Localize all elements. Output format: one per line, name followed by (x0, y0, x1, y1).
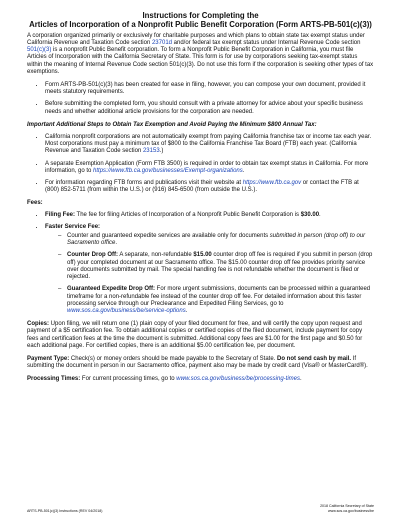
sub2-text-a: A separate, non-refundable (118, 252, 194, 259)
rtc-23701d-link[interactable]: 23701d (151, 40, 172, 47)
sub1-end: . (115, 240, 118, 247)
faster-service-sublist (45, 233, 374, 315)
step-3-text: For information regarding FTB forms and publications visit their website at (45, 180, 243, 187)
fees-heading: Fees: (27, 200, 43, 207)
title-line-1: Instructions for Completing the (142, 11, 259, 20)
sub3-text-a: For more urgent submissions, documents can be processed within a guaranteed timeframe for a non-refundable fee instead of the counter drop off fee. For detailed information about this faster processing service through our Preclearance and Expedited Filing Services, go to (67, 286, 371, 307)
processing-times-link[interactable]: www.sos.ca.gov/business/be/processing-times (176, 376, 301, 383)
sub1-italic: submitted in person (drop off) to our Sacramento office (67, 233, 366, 247)
counter-drop-off-label: Counter Drop Off: (67, 252, 118, 259)
copies-paragraph (27, 321, 374, 350)
rtc-23153-link[interactable]: 23153 (142, 148, 160, 155)
faster-service-fee-label: Faster Service Fee: (45, 223, 101, 230)
processing-paragraph (27, 376, 374, 383)
step-1-text: California nonprofit corporations are not automatically exempt from paying California franchise tax or income tax each year. Most corporations must pay a minimum tax of $800 to the California Franchise Tax Board (FTB) each year. (California Revenue and Taxation Code section (45, 134, 372, 155)
fees-list (27, 212, 374, 315)
copies-text: Upon filing, we will return one (1) plain copy of your filed document for free, and will certify the copy upon request and payment of a $5 certification fee. To obtain additional copies or certified copies of the filed document, include payment for copy fees and certification fees at the time the document is submitted. Additional copy fees are $1.00 for the first page and $0.50 for each additional page. For certified copies, there is an additional $5.00 certification fee, per document. (27, 321, 363, 349)
intro-paragraph (27, 33, 374, 76)
faster-service-fee-item (45, 224, 374, 315)
counter-drop-off-item (67, 252, 374, 281)
irc-501c3-link[interactable]: 501(c)(3) (27, 47, 52, 54)
payment-warning: Do not send cash by mail. (277, 355, 352, 362)
footer-copyright (320, 504, 374, 513)
counter-drop-off-amount: $15.00 (193, 252, 212, 259)
intro-bullet-1: • Form ARTS-PB-501(c)(3) has been created for ease in filing, however, you can compose your own document, provided it meets statutory requirements. (45, 82, 374, 96)
important-step-ftb-forms (45, 180, 374, 194)
step-2-end: . (242, 167, 245, 174)
filing-fee-item (45, 212, 374, 219)
intro-bullet-list (27, 82, 374, 116)
intro-text-c: is a nonprofit Public Benefit corporation. To form a Nonprofit Public Benefit Corporation in California, you must file Articles of Incorporation with the California Secretary of State. This form is for use by corporations seeking tax-exempt status within the meaning of Internal Revenue Code section 501(c)(3). Do not use this form if the corporation is seeking other types of tax exemptions. (27, 47, 374, 75)
payment-text-1: Check(s) or money orders should be made payable to the Secretary of State. (69, 355, 278, 362)
filing-fee-text: The fee for filing Articles of Incorporation of a Nonprofit Public Benefit Corporation is (75, 211, 301, 218)
title-line-2: Articles of Incorporation of a Nonprofit Public Benefit Corporation (Form ARTS-PB-501(c)(3)) (29, 20, 372, 30)
processing-label: Processing Times: (27, 376, 81, 383)
copies-label: Copies: (27, 321, 50, 328)
important-step-exemption-application (45, 161, 374, 175)
filing-fee-end: . (319, 211, 321, 218)
processing-end: . (300, 376, 302, 383)
sub1-text: Counter and guaranteed expedite services are available only for documents (67, 233, 270, 240)
payment-label: Payment Type: (27, 355, 70, 362)
faster-service-availability (67, 233, 374, 247)
important-steps-heading: Important Additional Steps to Obtain Tax Exemption and Avoid Paying the Minimum $800 Annual Tax: (27, 121, 317, 128)
step-1-end: .) (159, 148, 164, 155)
payment-text-3: If submitting the document in person in our Sacramento office, payment also may be made by credit card (Visa® or MasterCard®). (27, 355, 368, 370)
page-title (27, 11, 374, 30)
guaranteed-expedite-item (67, 286, 374, 315)
intro-text-b: and/or federal tax exempt status under Internal Revenue Code section (172, 40, 361, 47)
intro-bullet-2: • Before submitting the completed form, you should consult with a private attorney for advice about your specific business needs and whether additional article provisions for the corporation are needed. (45, 101, 374, 115)
ftb-website-link[interactable]: https://www.ftb.ca.gov (242, 180, 302, 187)
intro-text-a: A corporation organized primarily or exclusively for charitable purposes and which plans to obtain state tax exempt status under California Revenue and Taxation Code section (27, 32, 365, 47)
important-step-franchise-tax (45, 134, 374, 156)
sub3-end: . (185, 307, 188, 314)
sub2-text-b: counter drop off fee is required if you submit in person (drop off) your completed document at our Sacramento office. The $15.00 counter drop off fee provides priority service over documents submitted by mail. The special handling fee is not refundable whether the document is filed or rejected. (67, 252, 373, 281)
step-2-text: A separate Exemption Application (Form FTB 3500) is required in order to obtain tax exempt status in California. For more information, go to (45, 160, 369, 174)
ftb-exempt-organizations-link[interactable]: https://www.ftb.ca.gov/businesses/Exempt-organizations (93, 167, 243, 174)
guaranteed-expedite-label: Guaranteed Expedite Drop Off: (67, 286, 156, 293)
footer-copyright-line: 2018 California Secretary of State (320, 504, 374, 509)
payment-paragraph (27, 356, 374, 370)
processing-text: For current processing times, go to (80, 376, 177, 383)
footer-form-revision: ARTS-PB-501(c)(3) Instructions (REV 04/2018) (27, 508, 103, 513)
service-options-link[interactable]: www.sos.ca.gov/business/be/service-options (67, 307, 186, 314)
filing-fee-amount: $30.00 (300, 211, 320, 218)
step-3-end: or contact the FTB at (800) 852-5711 (from within the U.S.) or (916) 845-6500 (from outside the U.S.). (45, 180, 359, 194)
footer-website: www.sos.ca.gov/business/be (328, 508, 374, 513)
important-steps-list (27, 134, 374, 194)
filing-fee-label: Filing Fee: (45, 211, 75, 218)
